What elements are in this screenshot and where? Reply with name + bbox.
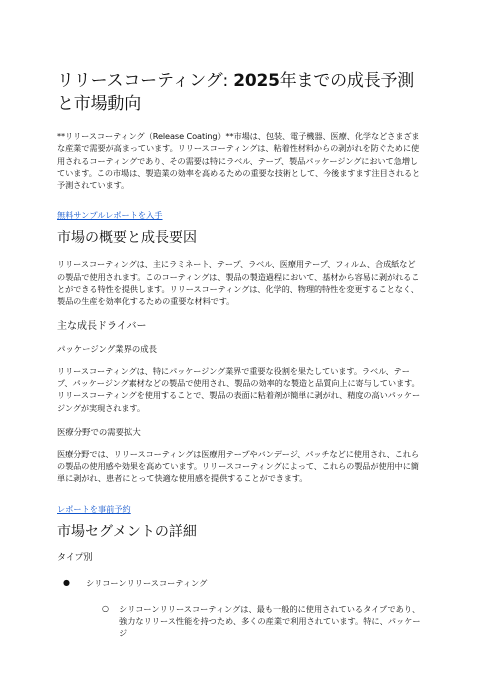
title-pre: リリースコーティング: xyxy=(57,71,234,91)
intro-paragraph: **リリースコーティング（Release Coating）**市場は、包装、電子機器、医療、化学などさまざまな産業で需要が高まっています。リリースコーティングは、粘着性材料からの剥がれを防ぐために使用されるコーティングであり、その需要は特にラベル、テープ、製品パッケージングにおいて急増しています。この市場は、製造業の効率を高めるための重要な技術として、今後ますます注目されると予測されています。 xyxy=(57,131,421,191)
type-sublist xyxy=(57,603,423,640)
sub-list-item xyxy=(57,603,423,640)
by-type-heading: タイプ別 xyxy=(57,552,93,563)
list-item xyxy=(57,577,423,589)
medical-driver-body: 医療分野では、リリースコーティングは医療用テープやバンデージ、パッチなどに使用され、これらの製品の使用感や効果を高めています。リリースコーティングによって、これらの製品が使用中に簡単に剥がれ、患者にとって快適な使用感を提供することができます。 xyxy=(57,448,419,484)
growth-drivers-heading: 主な成長ドライバー xyxy=(57,320,147,332)
section-overview-body: リリースコーティングは、主にラミネート、テープ、ラベル、医療用テープ、フィルム、合成紙などの製品で使用されます。このコーティングは、製品の製造過程において、基材から容易に剥がれることができる特性を提供します。リリースコーティングは、化学的、物理的特性を変更することなく、製品の生産を効率化するための重要な材料です。 xyxy=(57,259,420,307)
title-post: 年までの成長予測と市場動向 xyxy=(57,71,415,114)
bullet-icon: ● xyxy=(63,577,70,587)
medical-driver-heading: 医療分野での需要拡大 xyxy=(57,426,141,437)
hollow-bullet-icon: ○ xyxy=(102,603,109,613)
sub-list-item-text: シリコーンリリースコーティングは、最も一般的に使用されているタイプであり、強力なリリース性能を持つため、多くの産業で利用されています。特に、パッケージ xyxy=(119,603,421,639)
packaging-driver-heading: パッケージング業界の成長 xyxy=(57,343,157,354)
preorder-report-link[interactable]: レポートを事前予約 xyxy=(57,503,131,514)
preorder-link-row xyxy=(57,497,423,514)
type-list xyxy=(57,577,423,589)
document-page xyxy=(57,70,423,640)
section-overview-heading: 市場の概要と成長要因 xyxy=(57,230,197,247)
packaging-driver-body: リリースコーティングは、特にパッケージング業界で重要な役割を果たしています。ラベル、テープ、パッケージング素材などの製品で使用され、製品の効率的な製造と品質向上に寄与しています。リリースコーティングを使用することで、製品の表面に粘着剤が簡単に剥がれ、精度の高いパッケージングが実現されます。 xyxy=(57,365,421,413)
list-item-label: シリコーンリリースコーティング xyxy=(86,577,208,588)
free-sample-report-link[interactable]: 無料サンプルレポートを入手 xyxy=(57,210,163,221)
page-title xyxy=(57,70,423,116)
section-segments-heading: 市場セグメントの詳細 xyxy=(57,523,197,540)
title-year: 2025 xyxy=(233,71,280,91)
sample-link-row xyxy=(57,203,423,221)
